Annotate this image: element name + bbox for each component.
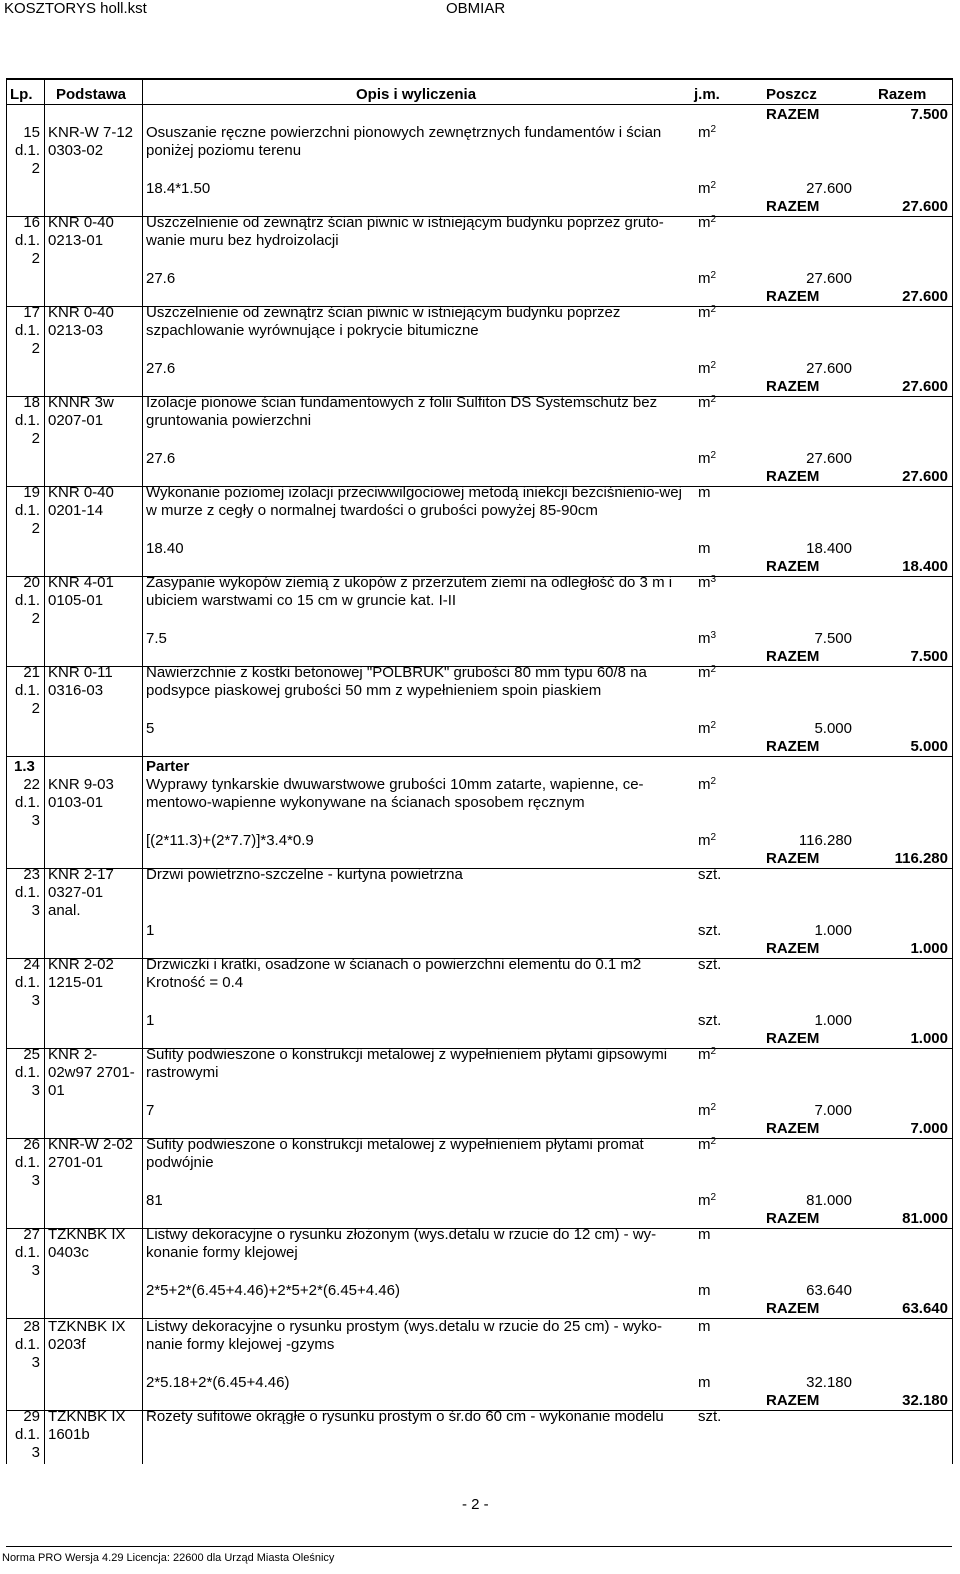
col-separator-lp xyxy=(44,78,45,1464)
calculation: 18.4*1.50 xyxy=(146,180,211,197)
calculation: 27.6 xyxy=(146,360,176,377)
top-razem-label: RAZEM xyxy=(766,106,820,123)
row-number: 17 xyxy=(23,304,40,321)
basis-line-2: 0327-01 xyxy=(48,884,104,901)
item-unit: m xyxy=(698,1318,711,1335)
row-number: 27 xyxy=(23,1226,40,1243)
row-level: 3 xyxy=(31,1444,40,1461)
basis-line-2: 0213-01 xyxy=(48,232,104,249)
calculation-unit: m xyxy=(698,1282,711,1299)
row-chapter: d.1. xyxy=(14,232,40,249)
calculation: 1 xyxy=(146,1012,155,1029)
partial-value: 5.000 xyxy=(814,720,852,737)
razem-value: 27.600 xyxy=(902,288,948,305)
row-chapter: d.1. xyxy=(14,1336,40,1353)
razem-value: 27.600 xyxy=(902,198,948,215)
row-number: 25 xyxy=(23,1046,40,1063)
basis-line-2: 02w97 2701- xyxy=(48,1064,135,1081)
section-title: Parter xyxy=(146,758,190,775)
basis-line-2: 0403c xyxy=(48,1244,89,1261)
item-unit: $m^2$ xyxy=(698,214,717,231)
calculation: 18.40 xyxy=(146,540,184,557)
razem-label: RAZEM xyxy=(766,648,820,665)
col-header-jm: j.m. xyxy=(694,86,720,103)
item-unit: $m^2$ xyxy=(698,776,717,793)
item-description: Nawierzchnie z kostki betonowej "POLBRUK" grubości 80 mm typu 60/8 na podsypce piaskowej grubości 50 mm z wypełnieniem spoin piaskiem xyxy=(146,664,647,699)
razem-label: RAZEM xyxy=(766,1030,820,1047)
razem-label: RAZEM xyxy=(766,198,820,215)
partial-value: 7.500 xyxy=(814,630,852,647)
calculation-unit: $m^2$ xyxy=(698,450,717,467)
basis-line-3: anal. xyxy=(48,902,81,919)
razem-value: 1.000 xyxy=(910,1030,948,1047)
item-unit: $m^2$ xyxy=(698,1046,717,1063)
row-level: 2 xyxy=(31,700,40,717)
basis-line-2: 0203f xyxy=(48,1336,86,1353)
col-separator-podstawa xyxy=(142,78,143,1464)
row-chapter: d.1. xyxy=(14,142,40,159)
row-chapter: d.1. xyxy=(14,322,40,339)
row-level: 3 xyxy=(31,1172,40,1189)
item-description: Sufity podwieszone o konstrukcji metalowej z wypełnieniem płytami gipsowymi rastrowymi xyxy=(146,1046,668,1081)
basis-line-1: KNR 2-02 xyxy=(48,956,114,973)
partial-value: 27.600 xyxy=(806,270,852,287)
row-number: 23 xyxy=(23,866,40,883)
basis-line-2: 0201-14 xyxy=(48,502,104,519)
row-level: 3 xyxy=(31,1262,40,1279)
section-number: 1.3 xyxy=(14,758,35,775)
row-chapter: d.1. xyxy=(14,682,40,699)
row-number: 26 xyxy=(23,1136,40,1153)
calculation: 27.6 xyxy=(146,270,176,287)
item-unit: $m^2$ xyxy=(698,664,717,681)
razem-label: RAZEM xyxy=(766,558,820,575)
row-level: 2 xyxy=(31,160,40,177)
table-border-right xyxy=(952,78,953,1464)
row-level: 3 xyxy=(31,1082,40,1099)
row-level: 3 xyxy=(31,812,40,829)
row-chapter: d.1. xyxy=(14,974,40,991)
row-level: 2 xyxy=(31,340,40,357)
partial-value: 27.600 xyxy=(806,450,852,467)
item-description: Drzwi powietrzno-szczelne - kurtyna powietrzna xyxy=(146,866,463,883)
calculation-unit: $m^2$ xyxy=(698,832,717,849)
calculation: 2*5+2*(6.45+4.46)+2*5+2*(6.45+4.46) xyxy=(146,1282,400,1299)
item-unit: $m^2$ xyxy=(698,394,717,411)
col-header-razem: Razem xyxy=(878,86,927,103)
razem-label: RAZEM xyxy=(766,1210,820,1227)
basis-line-1: KNR 2- xyxy=(48,1046,98,1063)
item-description: Listwy dekoracyjne o rysunku złożonym (wys.detalu w rzucie do 12 cm) - wy-konanie formy klejowej xyxy=(146,1226,657,1261)
razem-value: 7.500 xyxy=(910,648,948,665)
basis-line-2: 2701-01 xyxy=(48,1154,104,1171)
top-razem-value: 7.500 xyxy=(910,106,948,123)
razem-value: 18.400 xyxy=(902,558,948,575)
basis-line-1: KNR 4-01 xyxy=(48,574,114,591)
item-description: Sufity podwieszone o konstrukcji metalowej z wypełnieniem płytami promat podwójnie xyxy=(146,1136,644,1171)
calculation: 5 xyxy=(146,720,155,737)
calculation: [(2*11.3)+(2*7.7)]*3.4*0.9 xyxy=(146,832,314,849)
razem-label: RAZEM xyxy=(766,940,820,957)
razem-label: RAZEM xyxy=(766,1300,820,1317)
partial-value: 32.180 xyxy=(806,1374,852,1391)
partial-value: 81.000 xyxy=(806,1192,852,1209)
row-chapter: d.1. xyxy=(14,1244,40,1261)
item-unit: m xyxy=(698,484,711,501)
razem-value: 1.000 xyxy=(910,940,948,957)
calculation-unit: szt. xyxy=(698,922,722,939)
page-number: - 2 - xyxy=(462,1496,489,1513)
row-separator xyxy=(6,756,952,757)
item-unit: $m^2$ xyxy=(698,304,717,321)
row-number: 22 xyxy=(23,776,40,793)
basis-line-1: KNNR 3w xyxy=(48,394,114,411)
razem-value: 63.640 xyxy=(902,1300,948,1317)
calculation: 2*5.18+2*(6.45+4.46) xyxy=(146,1374,290,1391)
razem-value: 27.600 xyxy=(902,468,948,485)
item-description: Uszczelnienie od zewnątrz ścian piwnic w istniejącym budynku poprzez szpachlowanie wyrównujące i pokrycie bitumiczne xyxy=(146,304,621,339)
col-header-opis: Opis i wyliczenia xyxy=(356,86,477,103)
row-chapter: d.1. xyxy=(14,884,40,901)
row-number: 18 xyxy=(23,394,40,411)
calculation: 7.5 xyxy=(146,630,167,647)
col-header-podstawa: Podstawa xyxy=(56,86,127,103)
basis-line-1: TZKNBK IX xyxy=(48,1226,126,1243)
razem-label: RAZEM xyxy=(766,378,820,395)
row-number: 28 xyxy=(23,1318,40,1335)
basis-line-2: 0303-02 xyxy=(48,142,104,159)
section-title: OBMIAR xyxy=(446,0,506,17)
razem-value: 7.000 xyxy=(910,1120,948,1137)
row-level: 2 xyxy=(31,430,40,447)
license-footer: Norma PRO Wersja 4.29 Licencja: 22600 dla Urząd Miasta Oleśnicy xyxy=(2,1552,335,1564)
row-level: 3 xyxy=(31,992,40,1009)
razem-value: 81.000 xyxy=(902,1210,948,1227)
basis-line-1: KNR 0-40 xyxy=(48,214,114,231)
calculation: 7 xyxy=(146,1102,155,1119)
razem-label: RAZEM xyxy=(766,1120,820,1137)
item-unit: $m^2$ xyxy=(698,124,717,141)
row-chapter: d.1. xyxy=(14,794,40,811)
basis-line-3: 01 xyxy=(48,1082,65,1099)
basis-line-2: 0103-01 xyxy=(48,794,104,811)
basis-line-1: TZKNBK IX xyxy=(48,1318,126,1335)
calculation-unit: $m^2$ xyxy=(698,720,717,737)
basis-line-1: KNR 0-40 xyxy=(48,484,114,501)
basis-line-1: KNR 0-11 xyxy=(48,664,113,681)
calculation-unit: szt. xyxy=(698,1012,722,1029)
razem-label: RAZEM xyxy=(766,738,820,755)
item-description: Wykonanie poziomej izolacji przeciwwilgociowej metodą iniekcji bezciśnienio-wej w murze z cegły o normalnej twardości o grubości powyżej 85-90cm xyxy=(146,484,682,519)
item-description: Uszczelnienie od zewnątrz ścian piwnic w istniejącym budynku poprzez gruto-wanie muru bez hydroizolacji xyxy=(146,214,664,249)
row-chapter: d.1. xyxy=(14,502,40,519)
calculation-unit: $m^2$ xyxy=(698,1192,717,1209)
partial-value: 63.640 xyxy=(806,1282,852,1299)
row-level: 2 xyxy=(31,250,40,267)
razem-value: 27.600 xyxy=(902,378,948,395)
basis-line-1: KNR-W 7-12 xyxy=(48,124,134,141)
partial-value: 27.600 xyxy=(806,360,852,377)
basis-line-2: 1215-01 xyxy=(48,974,104,991)
row-number: 21 xyxy=(23,664,40,681)
basis-line-1: TZKNBK IX xyxy=(48,1408,126,1425)
partial-value: 27.600 xyxy=(806,180,852,197)
calculation-unit: $m^2$ xyxy=(698,1102,717,1119)
basis-line-1: KNR 2-17 xyxy=(48,866,114,883)
row-number: 24 xyxy=(23,956,40,973)
calculation-unit: $m^2$ xyxy=(698,360,717,377)
item-description: Zasypanie wykopów ziemią z ukopów z przerzutem ziemi na odległość do 3 m i ubiciem warstwami co 15 cm w gruncie kat. I-II xyxy=(146,574,673,609)
row-chapter: d.1. xyxy=(14,592,40,609)
item-description: Listwy dekoracyjne o rysunku prostym (wys.detalu w rzucie do 25 cm) - wyko-nanie formy klejowej -gzyms xyxy=(146,1318,663,1353)
item-unit: szt. xyxy=(698,1408,722,1425)
row-number: 16 xyxy=(23,214,40,231)
row-level: 3 xyxy=(31,1354,40,1371)
row-level: 2 xyxy=(31,520,40,537)
table-top-rule xyxy=(6,78,952,80)
row-chapter: d.1. xyxy=(14,1154,40,1171)
item-unit: szt. xyxy=(698,866,722,883)
row-number: 20 xyxy=(23,574,40,591)
col-header-poszcz: Poszcz xyxy=(766,86,817,103)
row-level: 2 xyxy=(31,610,40,627)
item-unit: m xyxy=(698,1226,711,1243)
calculation-unit: m xyxy=(698,540,711,557)
basis-line-2: 0213-03 xyxy=(48,322,104,339)
basis-line-1: KNR 0-40 xyxy=(48,304,114,321)
partial-value: 116.280 xyxy=(798,832,852,849)
item-unit: $m^2$ xyxy=(698,1136,717,1153)
item-description: Izolacje pionowe ścian fundamentowych z folii Sulfiton DS Systemschutz bez gruntowania powierzchni xyxy=(146,394,658,429)
calculation-unit: m xyxy=(698,1374,711,1391)
calculation: 81 xyxy=(146,1192,163,1209)
partial-value: 18.400 xyxy=(806,540,852,557)
razem-value: 116.280 xyxy=(894,850,948,867)
basis-line-2: 1601b xyxy=(48,1426,90,1443)
row-chapter: d.1. xyxy=(14,412,40,429)
partial-value: 1.000 xyxy=(814,1012,852,1029)
row-number: 15 xyxy=(23,124,40,141)
calculation-unit: $m^2$ xyxy=(698,270,717,287)
razem-label: RAZEM xyxy=(766,850,820,867)
col-header-lp: Lp. xyxy=(10,86,33,103)
row-level: 3 xyxy=(31,902,40,919)
item-description: Drzwiczki i kratki, osadzone w ścianach o powierzchni elementu do 0.1 m2 Krotność = 0.4 xyxy=(146,956,642,991)
razem-value: 32.180 xyxy=(902,1392,948,1409)
partial-value: 1.000 xyxy=(814,922,852,939)
razem-value: 5.000 xyxy=(910,738,948,755)
basis-line-1: KNR 9-03 xyxy=(48,776,114,793)
footer-rule xyxy=(6,1546,952,1547)
row-number: 19 xyxy=(23,484,40,501)
razem-label: RAZEM xyxy=(766,288,820,305)
document-title: KOSZTORYS holl.kst xyxy=(4,0,147,17)
item-description: Osuszanie ręczne powierzchni pionowych zewnętrznych fundamentów i ścian poniżej poziomu terenu xyxy=(146,124,662,159)
row-chapter: d.1. xyxy=(14,1426,40,1443)
row-chapter: d.1. xyxy=(14,1064,40,1081)
basis-line-1: KNR-W 2-02 xyxy=(48,1136,134,1153)
partial-value: 7.000 xyxy=(814,1102,852,1119)
calculation: 27.6 xyxy=(146,450,176,467)
basis-line-2: 0105-01 xyxy=(48,592,104,609)
razem-label: RAZEM xyxy=(766,1392,820,1409)
item-unit: szt. xyxy=(698,956,722,973)
calculation-unit: $m^3$ xyxy=(698,630,717,647)
item-description: Wyprawy tynkarskie dwuwarstwowe grubości 10mm zatarte, wapienne, ce-mentowo-wapienne wykonywane na ścianach sposobem ręcznym xyxy=(146,776,644,811)
basis-line-2: 0316-03 xyxy=(48,682,104,699)
calculation: 1 xyxy=(146,922,155,939)
basis-line-2: 0207-01 xyxy=(48,412,104,429)
item-description: Rozety sufitowe okrągłe o rysunku prostym o śr.do 60 cm - wykonanie modelu xyxy=(146,1408,664,1425)
header-bottom-rule xyxy=(6,104,952,105)
razem-label: RAZEM xyxy=(766,468,820,485)
row-number: 29 xyxy=(23,1408,40,1425)
item-unit: $m^3$ xyxy=(698,574,717,591)
calculation-unit: $m^2$ xyxy=(698,180,717,197)
